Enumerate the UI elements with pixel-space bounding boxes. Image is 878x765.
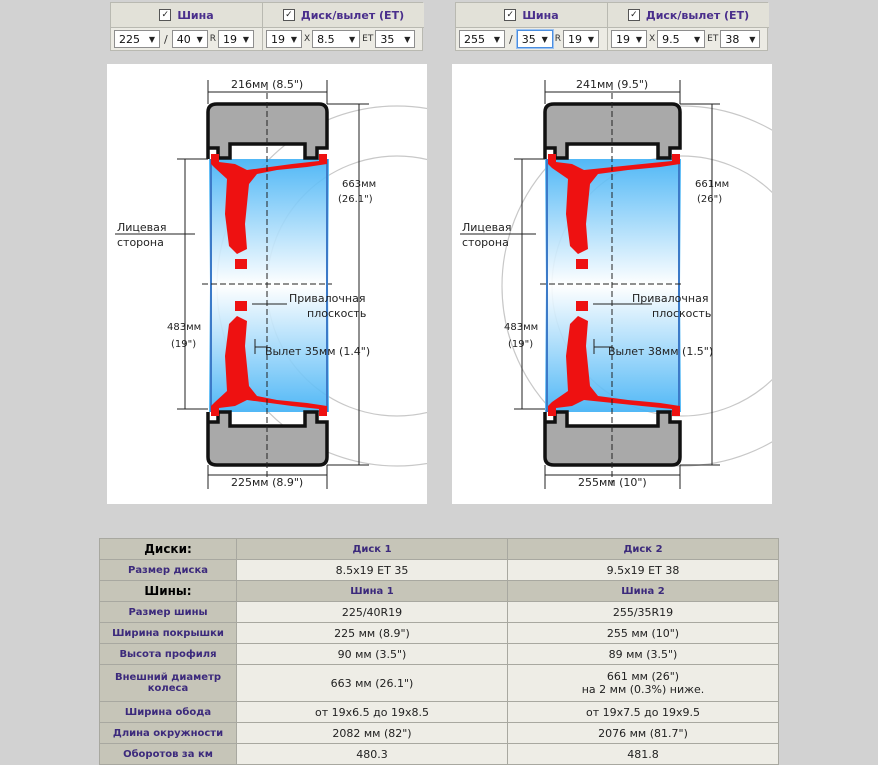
row-label: Ширина обода (100, 702, 237, 723)
tread-width-2: 255 мм (10") (508, 623, 779, 644)
row-label: Длина окружности (100, 723, 237, 744)
offset-label: Вылет 35мм (1.4") (265, 345, 371, 358)
wheels-section-header: Диски: (100, 539, 237, 560)
et-select[interactable]: 38 ▼ (720, 30, 760, 48)
wheel-checkbox[interactable]: ✓ (628, 9, 640, 21)
outer-diameter-2 (508, 665, 779, 702)
wheel-diagram-1 (107, 64, 427, 504)
wheel-body (545, 159, 681, 412)
table-row (100, 702, 779, 723)
row-label: Размер диска (100, 560, 237, 581)
tires-section-header: Шины: (100, 581, 237, 602)
rim-diameter-in: (19") (508, 339, 534, 350)
tire-diameter-select[interactable]: 19 ▼ (218, 30, 254, 48)
wheel-checkbox[interactable]: ✓ (283, 9, 295, 21)
tire-column: ✓ Шина 255 ▼ / 35 ▼ R 19 ▼ (456, 3, 607, 50)
chevron-down-icon: ▼ (493, 34, 500, 44)
mounting-plane-label-2: плоскость (652, 307, 712, 320)
offset-label: Вылет 38мм (1.5") (608, 345, 714, 358)
table-row (100, 602, 779, 623)
table-row (100, 539, 779, 560)
bottom-width-label: 255мм (10") (578, 476, 647, 489)
outer-diameter-2-value: 661 мм (26") (606, 670, 680, 683)
row-label: Оборотов за км (100, 744, 237, 765)
chevron-down-icon: ▼ (541, 34, 548, 44)
outer-diameter-in: (26.1") (338, 194, 373, 205)
circumference-2: 2076 мм (81.7") (508, 723, 779, 744)
rim-width-1: от 19x6.5 до 19x8.5 (237, 702, 508, 723)
wheel-2-header: Диск 2 (508, 539, 779, 560)
tire-size-2: 255/35R19 (508, 602, 779, 623)
row-label: Высота профиля (100, 644, 237, 665)
mounting-plane-label-2: плоскость (307, 307, 367, 320)
tire-size-1: 225/40R19 (237, 602, 508, 623)
revs-per-km-1: 480.3 (237, 744, 508, 765)
tire-2-header: Шина 2 (508, 581, 779, 602)
tire-checkbox[interactable]: ✓ (504, 9, 516, 21)
face-side-label-1: Лицевая (462, 221, 512, 234)
comparison-table (99, 538, 779, 765)
tire-width-select[interactable]: 225 ▼ (114, 30, 160, 48)
rim-width-select[interactable]: 9.5 ▼ (657, 30, 705, 48)
wheel-header[interactable]: ✓ Диск/вылет (ET) (608, 3, 769, 28)
chevron-down-icon: ▼ (290, 34, 297, 44)
outer-diameter-1: 663 мм (26.1") (237, 665, 508, 702)
table-row (100, 581, 779, 602)
table-row (100, 560, 779, 581)
mounting-plane-label-1: Привалочная (632, 292, 709, 305)
wheel-header[interactable]: ✓ Диск/вылет (ET) (263, 3, 424, 28)
tire-width-select[interactable]: 255 ▼ (459, 30, 505, 48)
profile-height-1: 90 мм (3.5") (237, 644, 508, 665)
row-label: Ширина покрышки (100, 623, 237, 644)
chevron-down-icon: ▼ (635, 34, 642, 44)
chevron-down-icon: ▼ (349, 34, 356, 44)
tire-header[interactable]: ✓ Шина (111, 3, 262, 28)
wheel-column: ✓ Диск/вылет (ET) 19 ▼ X 8.5 ▼ ET 35 ▼ (262, 3, 424, 50)
wheel-cross-section (107, 64, 427, 504)
et-select[interactable]: 35 ▼ (375, 30, 415, 48)
tire-column: ✓ Шина 225 ▼ / 40 ▼ R 19 ▼ (111, 3, 262, 50)
tire-profile-select[interactable]: 35 ▼ (517, 30, 553, 48)
outer-diameter-in: (26") (697, 194, 723, 205)
chevron-down-icon: ▼ (587, 34, 594, 44)
rim-diameter-mm: 483мм (504, 322, 539, 333)
mounting-plane-label-1: Привалочная (289, 292, 366, 305)
chevron-down-icon: ▼ (148, 34, 155, 44)
chevron-down-icon: ▼ (404, 34, 411, 44)
chevron-down-icon: ▼ (749, 34, 756, 44)
tire-header[interactable]: ✓ Шина (456, 3, 607, 28)
selector-panel-2 (455, 2, 768, 51)
bottom-width-label: 225мм (8.9") (231, 476, 304, 489)
wheel-diameter-select[interactable]: 19 ▼ (266, 30, 302, 48)
rim-diameter-mm: 483мм (167, 322, 202, 333)
table-row (100, 723, 779, 744)
wheel-diagram-2 (452, 64, 772, 504)
wheel-1-header: Диск 1 (237, 539, 508, 560)
chevron-down-icon: ▼ (242, 34, 249, 44)
outer-diameter-mm: 661мм (695, 179, 730, 190)
profile-height-2: 89 мм (3.5") (508, 644, 779, 665)
rim-width-2: от 19x7.5 до 19x9.5 (508, 702, 779, 723)
revs-per-km-2: 481.8 (508, 744, 779, 765)
table-row (100, 665, 779, 702)
top-width-label: 241мм (9.5") (576, 78, 649, 91)
rim-width-select[interactable]: 8.5 ▼ (312, 30, 360, 48)
wheel-diameter-select[interactable]: 19 ▼ (611, 30, 647, 48)
outer-diameter-mm: 663мм (342, 179, 377, 190)
table-row (100, 644, 779, 665)
tire-diameter-select[interactable]: 19 ▼ (563, 30, 599, 48)
wheel-size-2: 9.5x19 ET 38 (508, 560, 779, 581)
tire-1-header: Шина 1 (237, 581, 508, 602)
rim-diameter-in: (19") (171, 339, 197, 350)
wheel-size-1: 8.5x19 ET 35 (237, 560, 508, 581)
row-label: Размер шины (100, 602, 237, 623)
tread-width-1: 225 мм (8.9") (237, 623, 508, 644)
circumference-1: 2082 мм (82") (237, 723, 508, 744)
wheel-column: ✓ Диск/вылет (ET) 19 ▼ X 9.5 ▼ ET 38 ▼ (607, 3, 769, 50)
face-side-label-2: сторона (462, 236, 509, 249)
table-row (100, 623, 779, 644)
selector-panel-1 (110, 2, 423, 51)
chevron-down-icon: ▼ (694, 34, 701, 44)
outer-diameter-2-note: на 2 мм (0.3%) ниже. (581, 683, 705, 696)
tire-profile-select[interactable]: 40 ▼ (172, 30, 208, 48)
row-label: Внешний диаметр колеса (100, 665, 237, 702)
face-side-label-1: Лицевая (117, 221, 167, 234)
table-row (100, 744, 779, 765)
chevron-down-icon: ▼ (196, 34, 203, 44)
top-width-label: 216мм (8.5") (231, 78, 304, 91)
wheel-cross-section (452, 64, 772, 504)
face-side-label-2: сторона (117, 236, 164, 249)
tire-checkbox[interactable]: ✓ (159, 9, 171, 21)
